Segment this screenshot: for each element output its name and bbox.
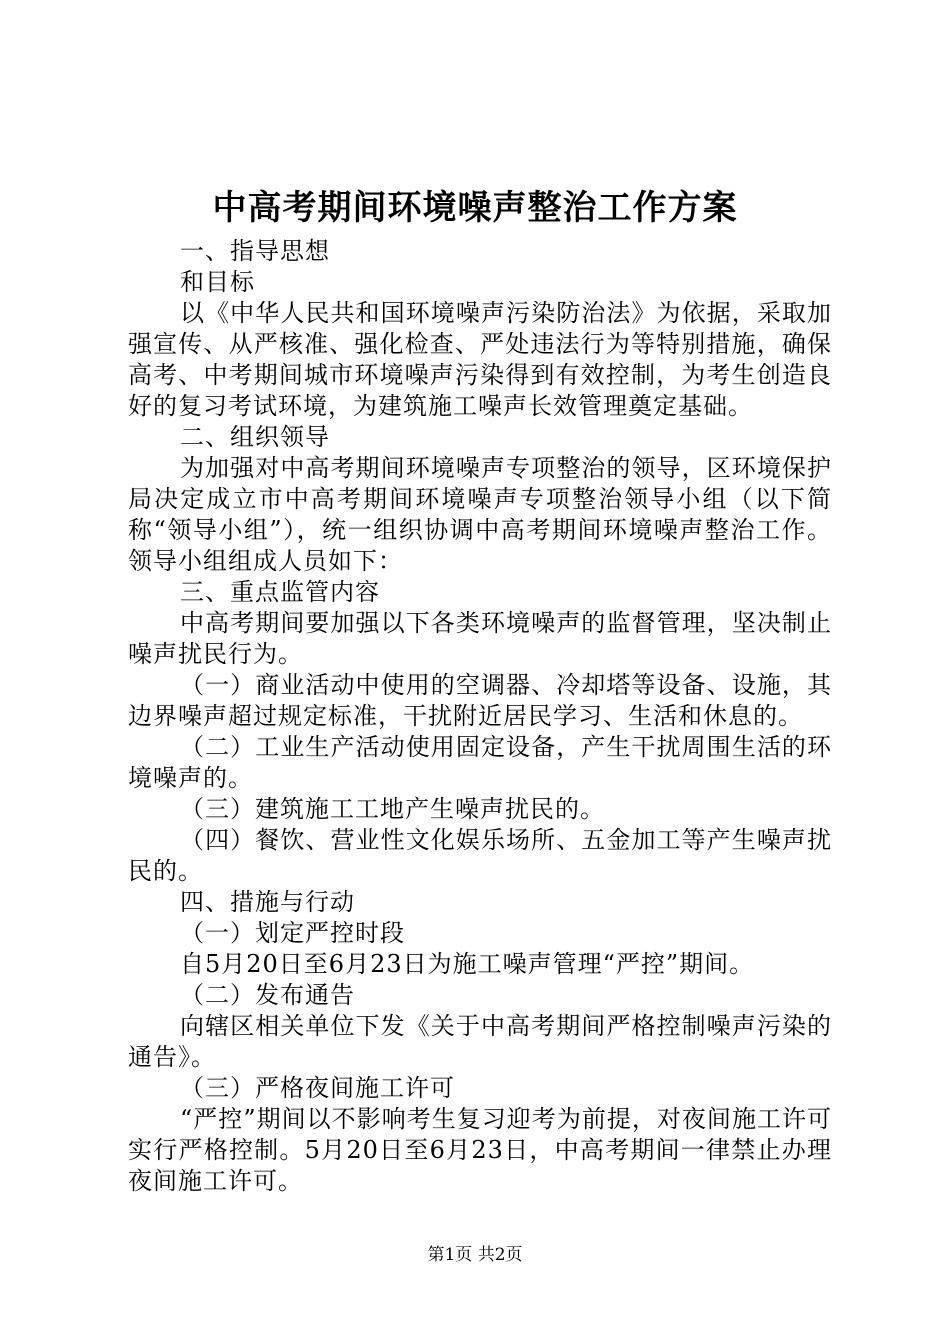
paragraph-leading-group: 为加强对中高考期间环境噪声专项整治的领导，区环境保护局决定成立市中高考期间环境噪声专项整治领导小组（以下简称“领导小组”），统一组织协调中高考期间环境噪声整治工作。领导小组组成人员如下：	[128, 454, 832, 575]
heading-night-permit: （三）严格夜间施工许可	[180, 1074, 455, 1102]
paragraph-supervision-intro: 中高考期间要加强以下各类环境噪声的监督管理，坚决制止噪声扰民行为。	[128, 609, 832, 668]
heading-control-period: （一）划定严控时段	[180, 919, 405, 947]
paragraph-control-period: 自5月20日至6月23日为施工噪声管理“严控”期间。	[180, 950, 755, 978]
document-body	[128, 236, 832, 1197]
heading-key-supervision: 三、重点监管内容	[180, 578, 380, 606]
list-item-catering: （四）餐饮、营业性文化娱乐场所、五金加工等产生噪声扰民的。	[128, 826, 832, 885]
heading-guiding-ideology: 一、指导思想	[180, 237, 330, 265]
paragraph-notice: 向辖区相关单位下发《关于中高考期间严格控制噪声污染的通告》。	[128, 1012, 832, 1071]
heading-organization: 二、组织领导	[180, 423, 330, 451]
list-item-construction: （三）建筑施工工地产生噪声扰民的。	[180, 795, 605, 823]
paragraph-and-goals: 和目标	[180, 268, 255, 296]
heading-measures: 四、措施与行动	[180, 888, 355, 916]
page-footer: 第1页 共2页	[427, 1245, 523, 1265]
paragraph-night-permit: “严控”期间以不影响考生复习迎考为前提，对夜间施工许可实行严格控制。5月20日至6月23日，中高考期间一律禁止办理夜间施工许可。	[128, 1105, 832, 1195]
list-item-commercial: （一）商业活动中使用的空调器、冷却塔等设备、设施，其边界噪声超过规定标准，干扰附近居民学习、生活和休息的。	[128, 671, 832, 730]
paragraph-basis: 以《中华人民共和国环境噪声污染防治法》为依据，采取加强宣传、从严核准、强化检查、严处违法行为等特别措施，确保高考、中考期间城市环境噪声污染得到有效控制，为考生创造良好的复习考试环境，为建筑施工噪声长效管理奠定基础。	[128, 299, 832, 420]
document-title: 中高考期间环境噪声整治工作方案	[212, 188, 738, 228]
heading-notice: （二）发布通告	[180, 981, 355, 1009]
list-item-industrial: （二）工业生产活动使用固定设备，产生干扰周围生活的环境噪声的。	[128, 733, 832, 792]
